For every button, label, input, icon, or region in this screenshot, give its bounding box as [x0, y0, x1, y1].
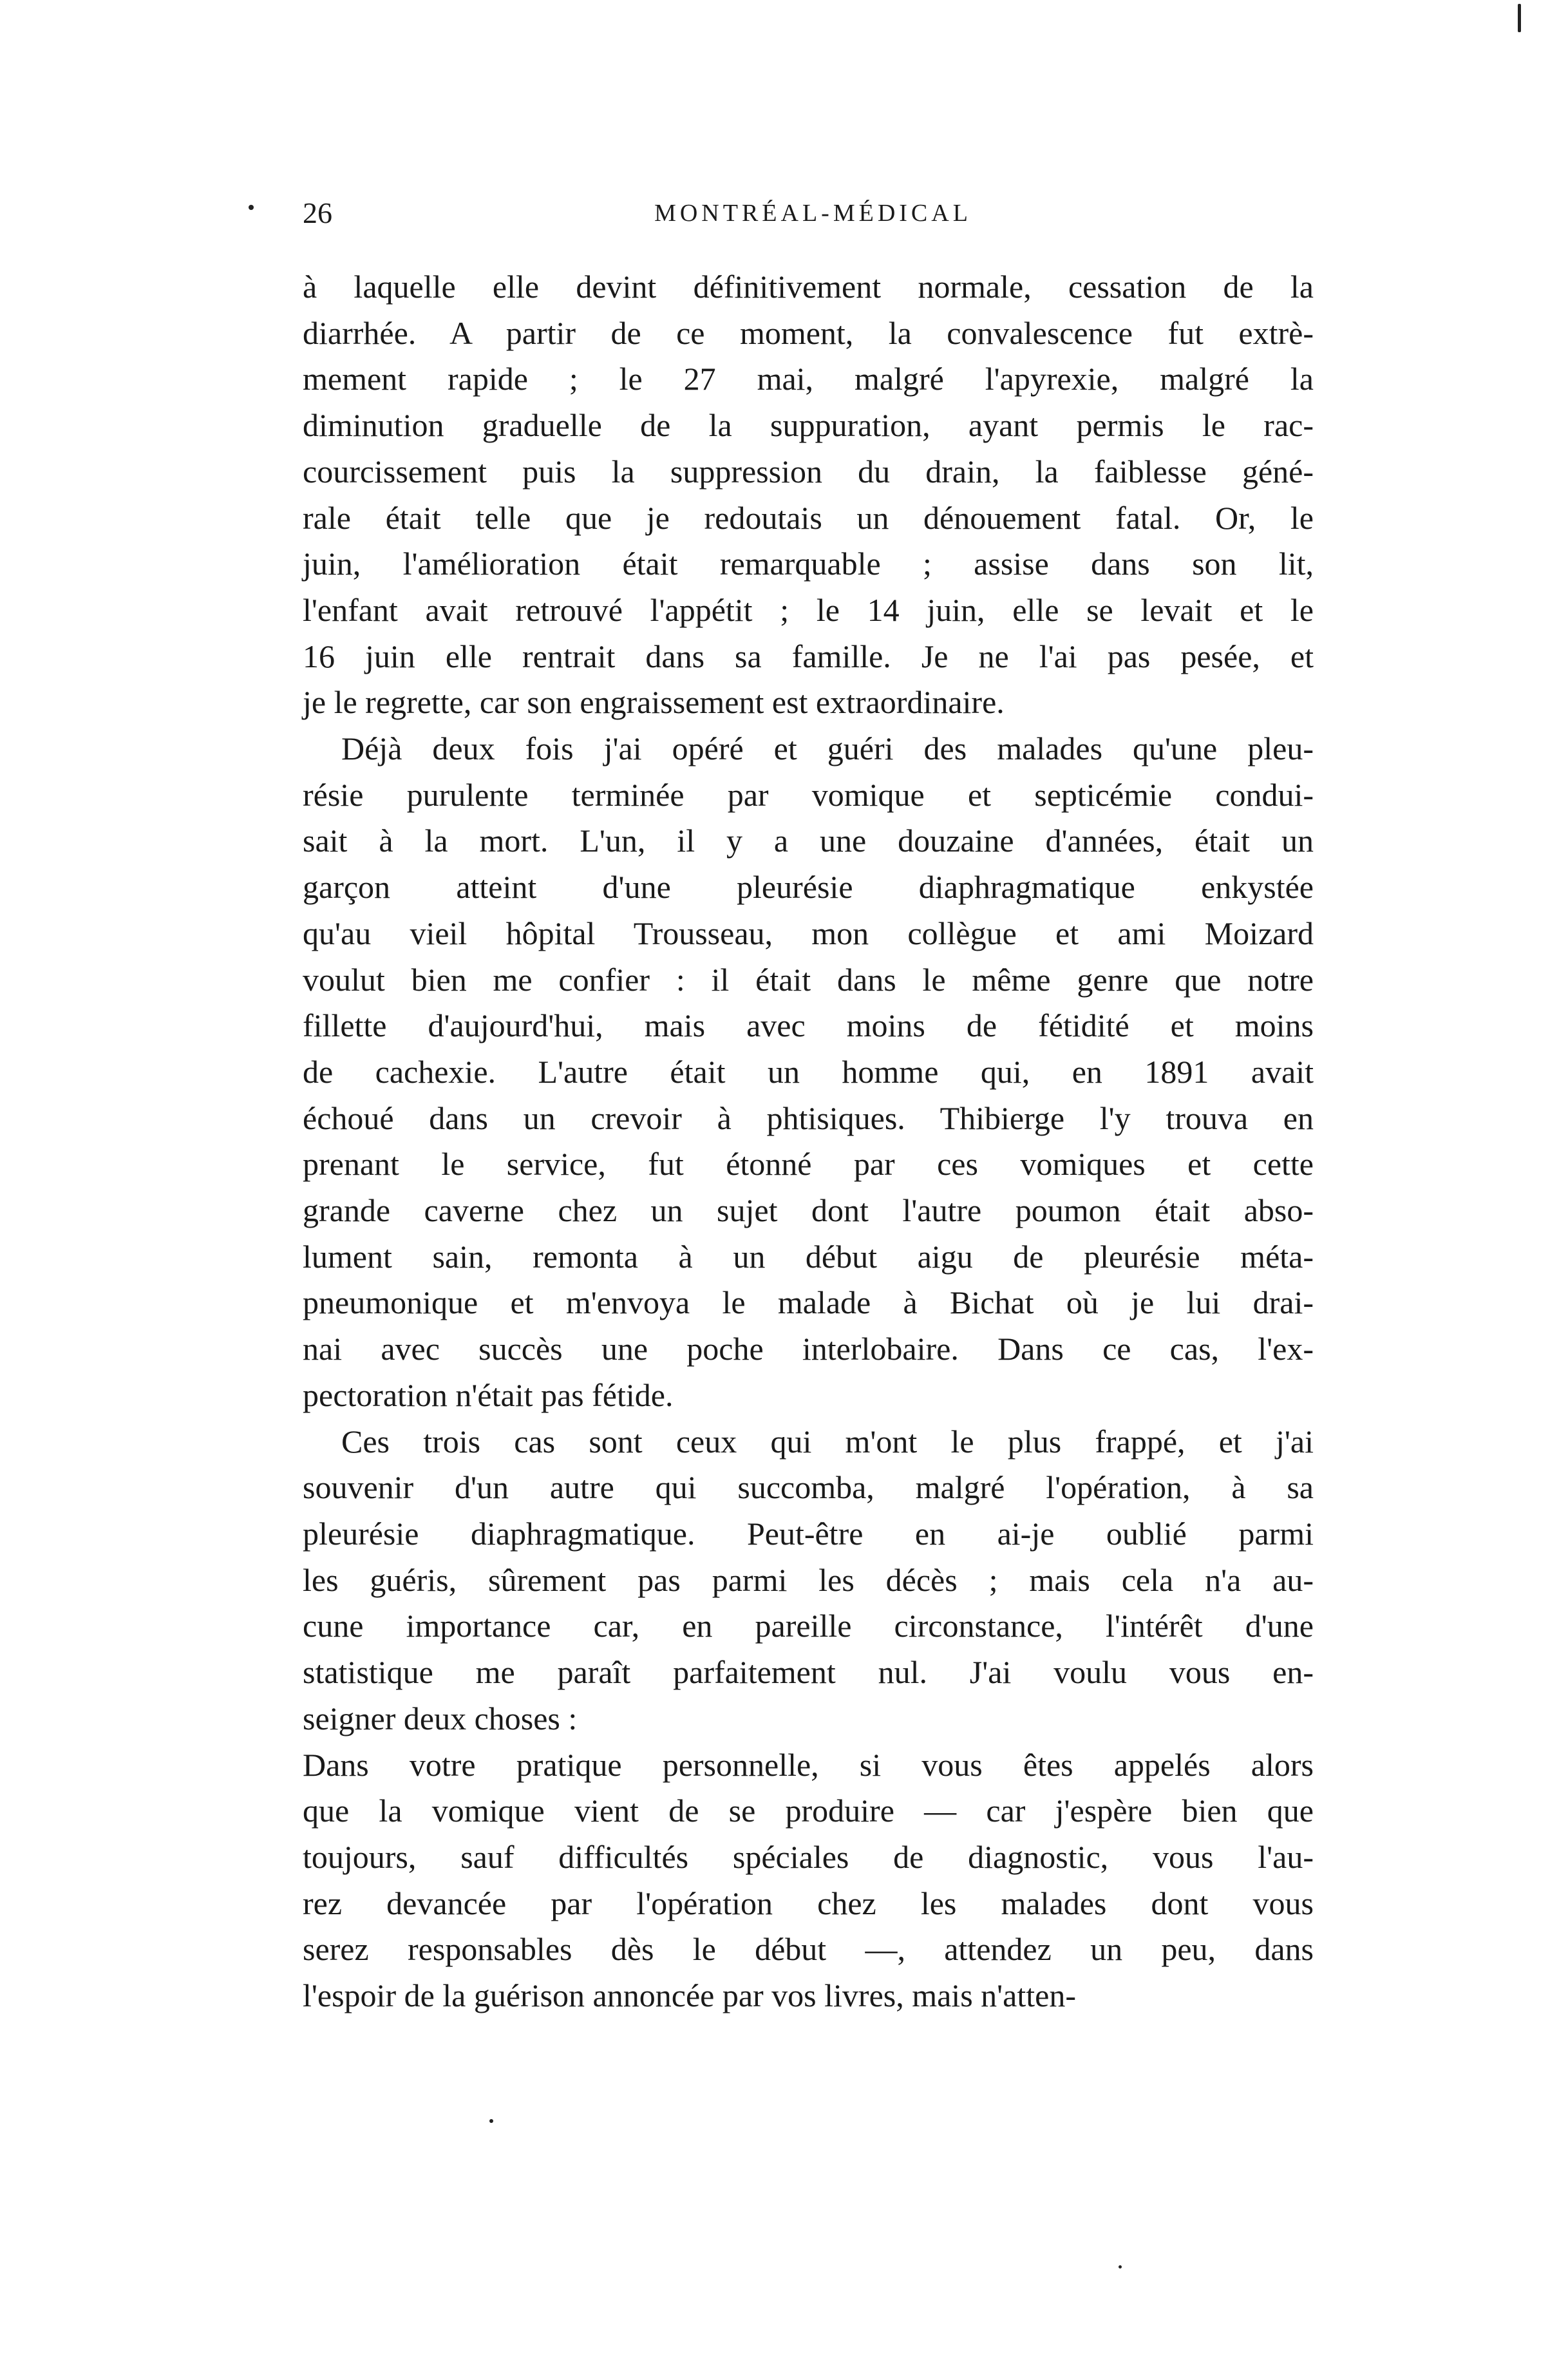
text-line: pectoration n'était pas fétide.	[303, 1376, 674, 1413]
scan-speck	[1518, 4, 1521, 32]
text-line: souvenir d'un autre qui succomba, malgré l'opération, à sa	[303, 1469, 1314, 1506]
text-line: voulut bien me confier : il était dans le même genre que notre	[303, 961, 1314, 998]
text-line: fillette d'aujourd'hui, mais avec moins de fétidité et moins	[303, 1007, 1314, 1044]
text-line: échoué dans un crevoir à phtisiques. Thibierge l'y trouva en	[303, 1099, 1314, 1136]
text-line: de cachexie. L'autre était un homme qui, en 1891 avait	[303, 1053, 1314, 1090]
text-line: nai avec succès une poche interlobaire. Dans ce cas, l'ex-	[303, 1331, 1314, 1367]
text-line: je le regrette, car son engraissement est extraordinaire.	[303, 684, 1005, 721]
text-line: l'enfant avait retrouvé l'appétit ; le 14 juin, elle se levait et le	[303, 591, 1314, 628]
text-line: sait à la mort. L'un, il y a une douzaine d'années, était un	[303, 823, 1314, 859]
text-line: prenant le service, fut étonné par ces vomiques et cette	[303, 1146, 1314, 1183]
text-line: rale était telle que je redoutais un dénouement fatal. Or, le	[303, 499, 1314, 536]
paragraph	[303, 264, 1314, 726]
scan-speck	[249, 205, 254, 210]
text-line: mement rapide ; le 27 mai, malgré l'apyrexie, malgré la	[303, 361, 1314, 397]
text-line: diarrhée. A partir de ce moment, la convalescence fut extrè-	[303, 314, 1314, 351]
text-line: que la vomique vient de se produire — car j'espère bien que	[303, 1793, 1314, 1829]
page-number: 26	[303, 196, 332, 229]
text-line: diminution graduelle de la suppuration, ayant permis le rac-	[303, 407, 1314, 444]
text-line: toujours, sauf difficultés spéciales de diagnostic, vous l'au-	[303, 1838, 1314, 1875]
text-line: Dans votre pratique personnelle, si vous êtes appelés alors	[303, 1746, 1314, 1783]
scan-speck	[1119, 2265, 1122, 2269]
page-header	[303, 191, 1323, 236]
text-line: cune importance car, en pareille circonstance, l'intérêt d'une	[303, 1608, 1314, 1644]
text-line: les guéris, sûrement pas parmi les décès ; mais cela n'a au-	[303, 1561, 1314, 1598]
text-line: résie purulente terminée par vomique et septicémie condui-	[303, 776, 1314, 813]
text-line: courcissement puis la suppression du drain, la faiblesse géné-	[303, 453, 1314, 490]
text-line: 16 juin elle rentrait dans sa famille. Je ne l'ai pas pesée, et	[303, 638, 1314, 674]
text-line: statistique me paraît parfaitement nul. J'ai voulu vous en-	[303, 1654, 1314, 1691]
paragraph	[303, 726, 1314, 1419]
text-line: Déjà deux fois j'ai opéré et guéri des malades qu'une pleu-	[341, 730, 1314, 767]
text-line: juin, l'amélioration était remarquable ; assise dans son lit,	[303, 546, 1314, 582]
scan-speck	[489, 2119, 493, 2123]
text-line: pneumonique et m'envoya le malade à Bichat où je lui drai-	[303, 1284, 1314, 1321]
body-text	[303, 264, 1314, 2019]
running-title: MONTRÉAL-MÉDICAL	[654, 200, 972, 227]
text-line: à laquelle elle devint définitivement normale, cessation de la	[303, 269, 1314, 305]
text-line: lument sain, remonta à un début aigu de pleurésie méta-	[303, 1238, 1314, 1275]
text-line: Ces trois cas sont ceux qui m'ont le plus frappé, et j'ai	[341, 1423, 1314, 1460]
text-line: pleurésie diaphragmatique. Peut-être en ai-je oublié parmi	[303, 1515, 1314, 1552]
text-line: l'espoir de la guérison annoncée par vos livres, mais n'atten-	[303, 1977, 1076, 2014]
text-line: grande caverne chez un sujet dont l'autre poumon était abso-	[303, 1192, 1314, 1229]
text-line: rez devancée par l'opération chez les malades dont vous	[303, 1885, 1314, 1921]
text-line: garçon atteint d'une pleurésie diaphragmatique enkystée	[303, 869, 1314, 906]
paragraph	[303, 1419, 1314, 1742]
paragraph	[303, 1742, 1314, 2019]
text-line: seigner deux choses :	[303, 1700, 578, 1736]
text-line: serez responsables dès le début —, attendez un peu, dans	[303, 1931, 1314, 1968]
text-line: qu'au vieil hôpital Trousseau, mon collègue et ami Moizard	[303, 915, 1314, 951]
